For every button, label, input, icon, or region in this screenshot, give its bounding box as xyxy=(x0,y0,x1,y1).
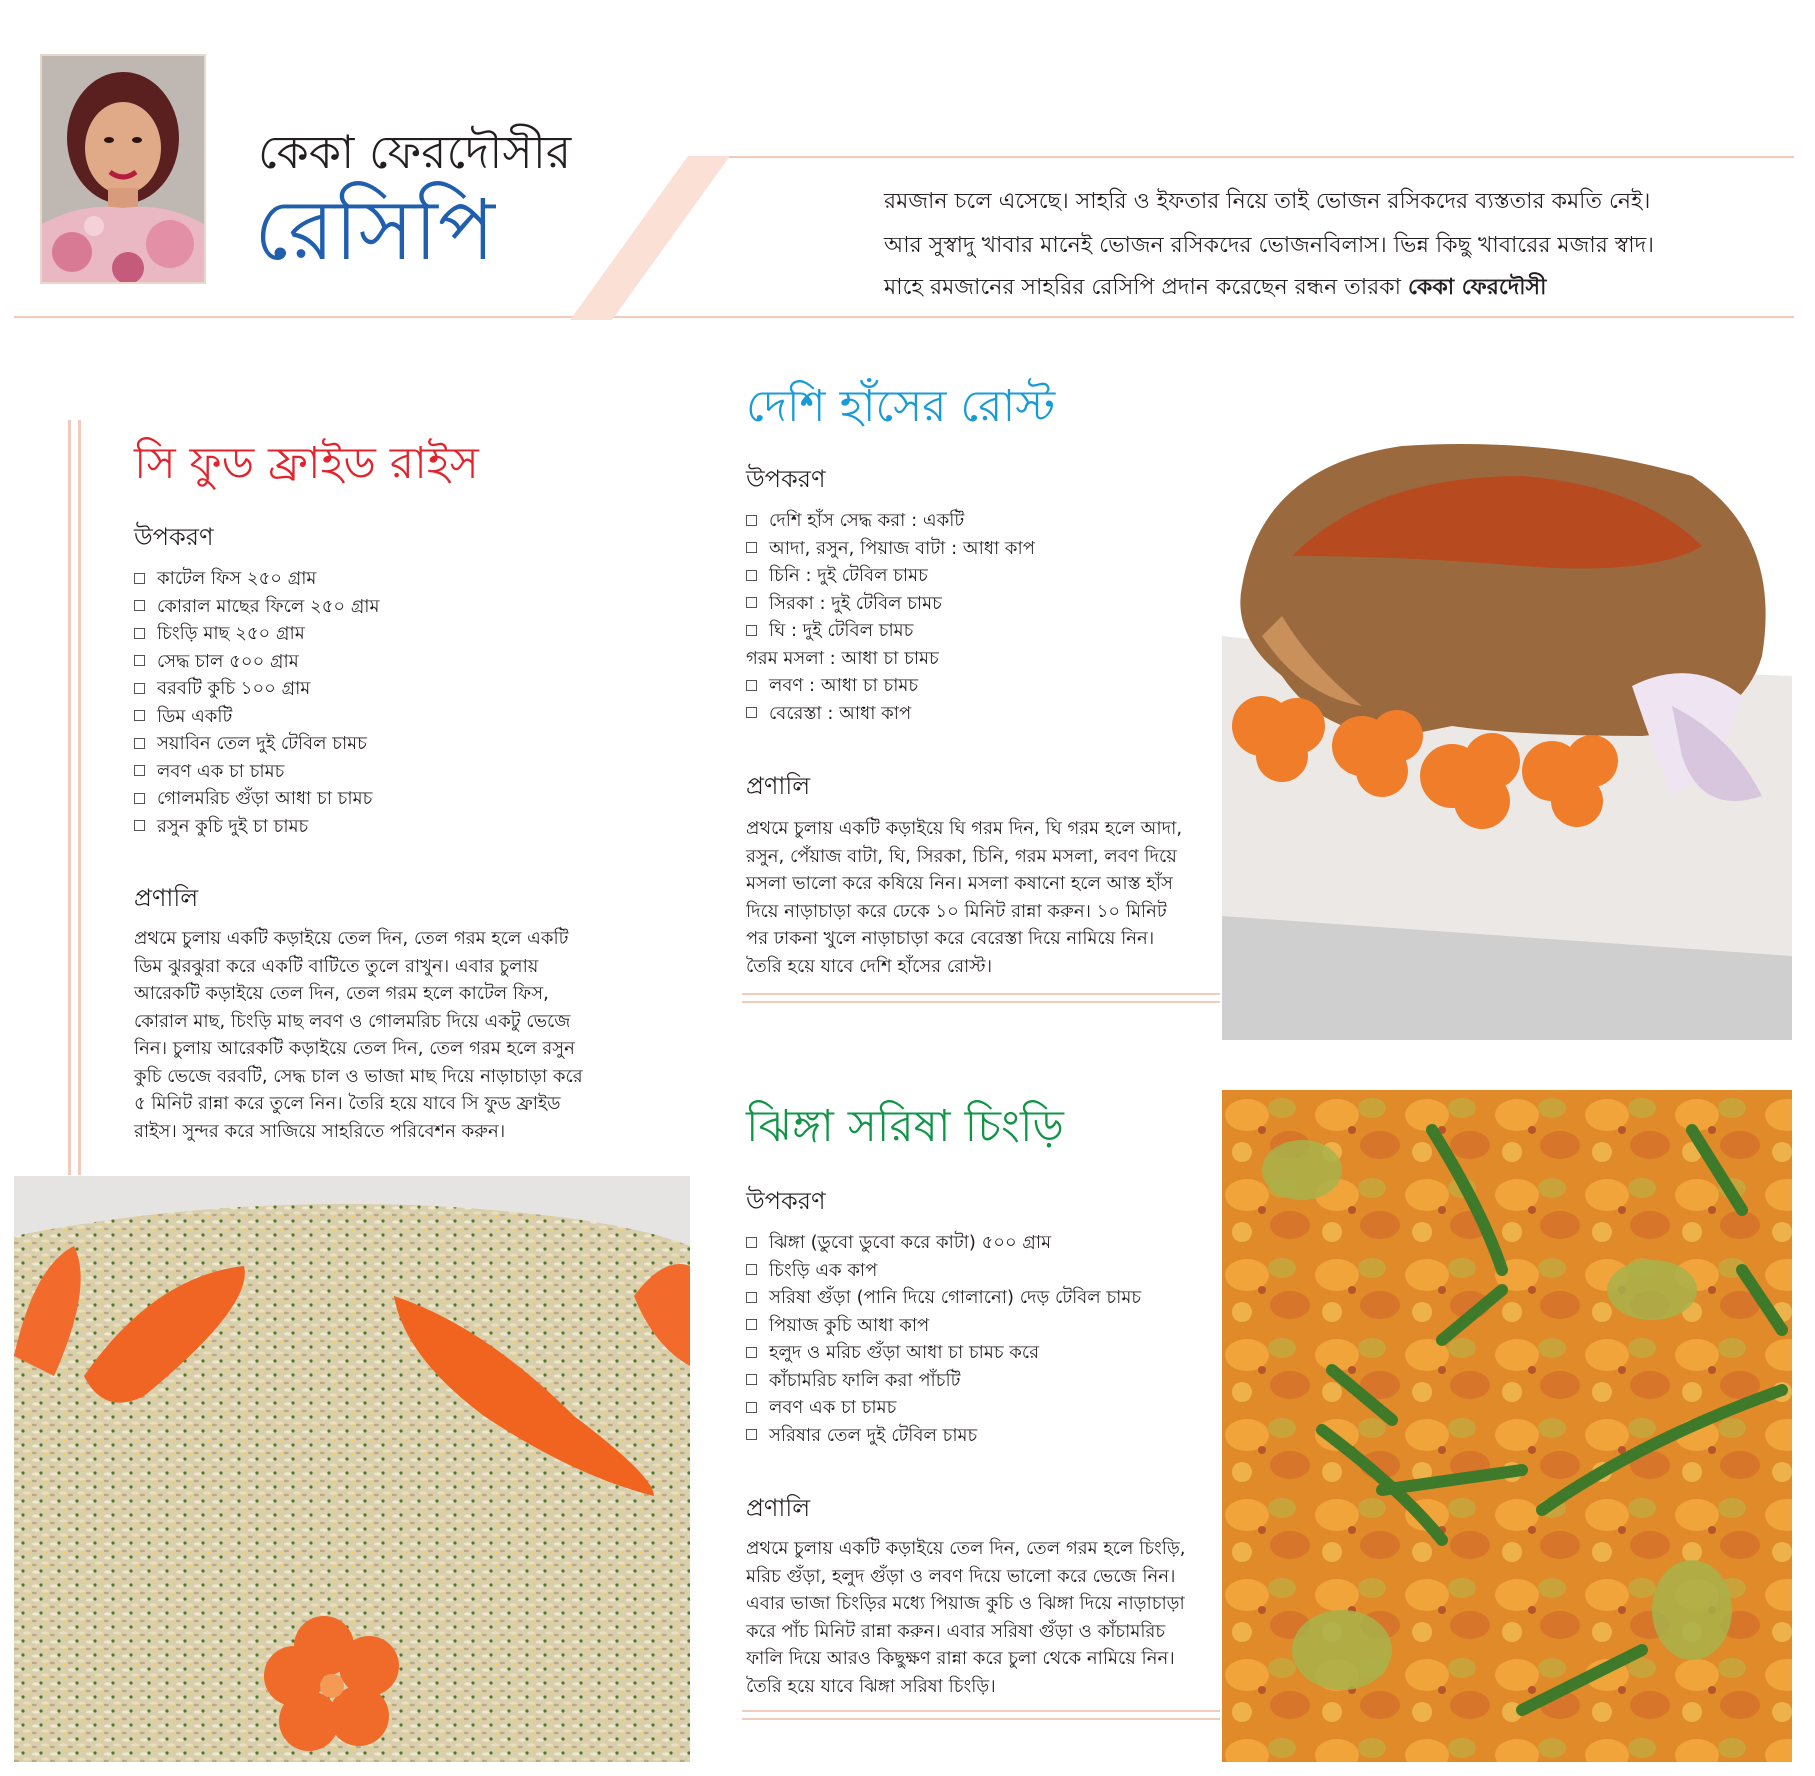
method-text xyxy=(746,815,1182,980)
checkbox-icon xyxy=(746,515,757,526)
method-line: ফালি দিয়ে আরও কিছুক্ষণ রান্না করে চুলা থেকে নামিয়ে নিন। xyxy=(746,1648,1175,1669)
ingredient-item: বেরেস্তা : আধা কাপ xyxy=(746,700,1035,728)
checkbox-icon xyxy=(134,573,145,584)
ingredient-item: আদা, রসুন, পিয়াজ বাটা : আধা কাপ xyxy=(746,535,1035,563)
method-line: প্রথমে চুলায় একটি কড়াইয়ে ঘি গরম দিন, ঘি গরম হলে আদা, xyxy=(746,818,1183,839)
ingredient-item: সয়াবিন তেল দুই টেবিল চামচ xyxy=(134,730,380,758)
ingredient-item: কোরাল মাছের ফিলে ২৫০ গ্রাম xyxy=(134,593,380,621)
ingredients-heading: উপকরণ xyxy=(746,1187,826,1215)
recipe-title-jhinga-shorisha-chingri: ঝিঙ্গা সরিষা চিংড়ি xyxy=(746,1101,1064,1152)
method-text xyxy=(134,925,583,1145)
method-line: প্রথমে চুলায় একটি কড়াইয়ে তেল দিন, তেল গরম হলে চিংড়ি, xyxy=(746,1538,1186,1559)
method-line: পর ঢাকনা খুলে নাড়াচাড়া করে বেরেস্তা দিয়ে নামিয়ে নিন। xyxy=(746,928,1155,949)
checkbox-icon xyxy=(746,707,757,718)
header-rule-top xyxy=(700,156,1794,158)
chef-name: কেকা ফেরদৌসী xyxy=(1408,275,1547,300)
photo-seafood-fried-rice xyxy=(14,1176,690,1762)
ingredient-list xyxy=(746,1229,1141,1449)
checkbox-icon xyxy=(746,1319,757,1330)
ingredient-item: সরিষার তেল দুই টেবিল চামচ xyxy=(746,1422,1141,1450)
ingredient-list xyxy=(746,507,1035,727)
method-line: নিন। চুলায় আরেকটি কড়াইয়ে তেল দিন, তেল গরম হলে রসুন xyxy=(134,1038,575,1059)
photo-duck-roast xyxy=(1222,436,1792,1040)
ingredient-item: রসুন কুচি দুই চা চামচ xyxy=(134,813,380,841)
ingredient-item: দেশি হাঁস সেদ্ধ করা : একটি xyxy=(746,507,1035,535)
header-diagonal-stripe xyxy=(570,156,730,320)
checkbox-icon xyxy=(134,628,145,639)
ingredient-item: ঘি : দুই টেবিল চামচ xyxy=(746,617,1035,645)
checkbox-icon xyxy=(134,655,145,666)
ingredient-list xyxy=(134,565,380,840)
checkbox-icon xyxy=(746,542,757,553)
ingredient-item: সরিষা গুঁড়া (পানি দিয়ে গোলানো) দেড় টেবিল চামচ xyxy=(746,1284,1141,1312)
method-line: আরেকটি কড়াইয়ে তেল দিন, তেল গরম হলে কাটেল ফিস, xyxy=(134,983,549,1004)
checkbox-icon xyxy=(746,1374,757,1385)
checkbox-icon xyxy=(746,1292,757,1303)
method-line: এবার ভাজা চিংড়ির মধ্যে পিয়াজ কুচি ও ঝিঙ্গা দিয়ে নাড়াচাড়া xyxy=(746,1593,1185,1614)
checkbox-icon xyxy=(746,1237,757,1248)
method-line: মসলা ভালো করে কষিয়ে নিন। মসলা কষানো হলে আস্ত হাঁস xyxy=(746,873,1173,894)
method-line: কুচি ভেজে বরবটি, সেদ্ধ চাল ও ভাজা মাছ দিয়ে নাড়াচাড়া করে xyxy=(134,1065,583,1087)
page-title: রেসিপি xyxy=(254,181,495,279)
method-line: তৈরি হয়ে যাবে ঝিঙ্গা সরিষা চিংড়ি। xyxy=(746,1675,996,1697)
ingredient-item: কাঁচামরিচ ফালি করা পাঁচটি xyxy=(746,1367,1141,1395)
photo-jhinga-shorisha-chingri xyxy=(1222,1090,1792,1762)
checkbox-icon xyxy=(746,1429,757,1440)
method-line: প্রথমে চুলায় একটি কড়াইয়ে তেল দিন, তেল গরম হলে একটি xyxy=(134,928,569,949)
column-rule xyxy=(68,420,71,1175)
ingredient-item: ঝিঙ্গা (ডুবো ডুবো করে কাটা) ৫০০ গ্রাম xyxy=(746,1229,1141,1257)
ingredient-item: কাটেল ফিস ২৫০ গ্রাম xyxy=(134,565,380,593)
ingredient-item: বরবটি কুচি ১০০ গ্রাম xyxy=(134,675,380,703)
ingredient-item: সিরকা : দুই টেবিল চামচ xyxy=(746,590,1035,618)
checkbox-icon xyxy=(134,600,145,611)
method-line: মরিচ গুঁড়া, হলুদ গুঁড়া ও লবণ দিয়ে ভালো করে ভেজে নিন। xyxy=(746,1565,1176,1587)
checkbox-icon xyxy=(134,765,145,776)
ingredients-heading: উপকরণ xyxy=(746,465,826,493)
checkbox-icon xyxy=(134,683,145,694)
author-portrait xyxy=(40,54,206,284)
intro-line: রমজান চলে এসেছে। সাহরি ও ইফতার নিয়ে তাই ভোজন রসিকদের ব্যস্ততার কমতি নেই। xyxy=(884,189,1651,214)
checkbox-icon xyxy=(746,1264,757,1275)
ingredient-item: লবণ এক চা চামচ xyxy=(134,758,380,786)
recipe-title-seafood-fried-rice: সি ফুড ফ্রাইড রাইস xyxy=(134,438,479,489)
ingredient-item: হলুদ ও মরিচ গুঁড়া আধা চা চামচ করে xyxy=(746,1339,1141,1367)
checkbox-icon xyxy=(134,738,145,749)
header-rule-bottom xyxy=(14,316,1794,318)
method-line: করে পাঁচ মিনিট রান্না করুন। এবার সরিষা গুঁড়া ও কাঁচামরিচ xyxy=(746,1620,1166,1642)
checkbox-icon xyxy=(746,1347,757,1358)
method-line: দিয়ে নাড়াচাড়া করে ঢেকে ১০ মিনিট রান্না করুন। ১০ মিনিট xyxy=(746,900,1167,922)
checkbox-icon xyxy=(746,570,757,581)
method-line: রাইস। সুন্দর করে সাজিয়ে সাহরিতে পরিবেশন করুন। xyxy=(134,1120,506,1142)
checkbox-icon xyxy=(746,1402,757,1413)
ingredient-item: লবণ এক চা চামচ xyxy=(746,1394,1141,1422)
section-divider xyxy=(742,1710,1220,1720)
checkbox-icon xyxy=(134,793,145,804)
section-divider xyxy=(742,993,1220,1003)
ingredient-item: পিয়াজ কুচি আধা কাপ xyxy=(746,1312,1141,1340)
method-line: রসুন, পেঁয়াজ বাটা, ঘি, সিরকা, চিনি, গরম মসলা, লবণ দিয়ে xyxy=(746,845,1177,867)
intro-line-text: মাহে রমজানের সাহরির রেসিপি প্রদান করেছেন রন্ধন তারকা xyxy=(884,275,1401,300)
author-title: কেকা ফেরদৌসীর xyxy=(258,125,572,179)
method-line: ডিম ঝুরঝুরা করে একটি বাটিতে তুলে রাখুন। এবার চুলায় xyxy=(134,955,539,977)
method-heading: প্রণালি xyxy=(746,1494,811,1522)
recipe-title-duck-roast: দেশি হাঁসের রোস্ট xyxy=(746,381,1056,432)
ingredient-item: গরম মসলা : আধা চা চামচ xyxy=(746,647,939,669)
checkbox-icon xyxy=(134,710,145,721)
ingredients-heading: উপকরণ xyxy=(134,523,214,551)
method-line: তৈরি হয়ে যাবে দেশি হাঁসের রোস্ট। xyxy=(746,955,993,977)
intro-line xyxy=(884,270,1546,307)
intro-line: আর সুস্বাদু খাবার মানেই ভোজন রসিকদের ভোজনবিলাস। ভিন্ন কিছু খাবারের মজার স্বাদ। xyxy=(884,233,1654,258)
checkbox-icon xyxy=(134,820,145,831)
method-line: ৫ মিনিট রান্না করে তুলে নিন। তৈরি হয়ে যাবে সি ফুড ফ্রাইড xyxy=(134,1093,561,1114)
method-heading: প্রণালি xyxy=(746,772,811,800)
ingredient-item: চিনি : দুই টেবিল চামচ xyxy=(746,562,1035,590)
ingredient-item: লবণ : আধা চা চামচ xyxy=(746,672,1035,700)
column-rule xyxy=(78,420,81,1175)
checkbox-icon xyxy=(746,597,757,608)
checkbox-icon xyxy=(746,625,757,636)
ingredient-item: চিংড়ি মাছ ২৫০ গ্রাম xyxy=(134,620,380,648)
ingredient-item: ডিম একটি xyxy=(134,703,380,731)
method-text xyxy=(746,1535,1186,1700)
method-heading: প্রণালি xyxy=(134,884,199,912)
ingredient-item: সেদ্ধ চাল ৫০০ গ্রাম xyxy=(134,648,380,676)
ingredient-item: গোলমরিচ গুঁড়া আধা চা চামচ xyxy=(134,785,380,813)
ingredient-item: চিংড়ি এক কাপ xyxy=(746,1257,1141,1285)
checkbox-icon xyxy=(746,680,757,691)
method-line: কোরাল মাছ, চিংড়ি মাছ লবণ ও গোলমরিচ দিয়ে একটু ভেজে xyxy=(134,1010,571,1032)
